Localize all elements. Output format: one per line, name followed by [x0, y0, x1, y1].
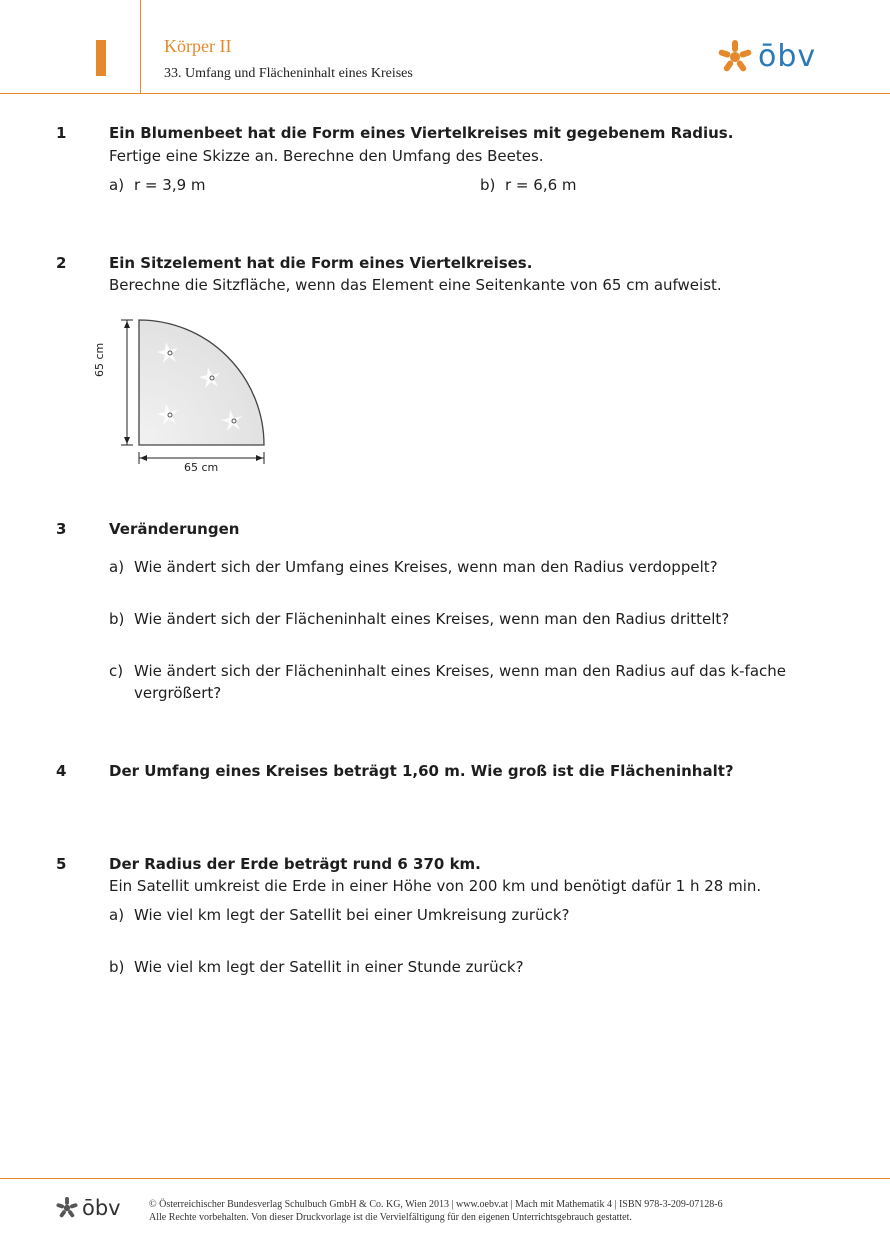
header-divider-horizontal — [0, 93, 890, 94]
task-text: Fertige eine Skizze an. Berechne den Umfang des Beetes. — [109, 147, 544, 165]
task-number: 2 — [56, 254, 67, 272]
part-label: a) — [109, 906, 125, 924]
arrow-down-icon — [124, 437, 130, 444]
part-text: Wie ändert sich der Flächeninhalt eines Kreises, wenn man den Radius drittelt? — [134, 610, 730, 628]
star-logo-icon — [718, 40, 752, 74]
arrow-right-icon — [256, 455, 263, 461]
part-label: b) — [109, 610, 125, 628]
part-text: r = 6,6 m — [505, 176, 577, 194]
footer-divider — [0, 1178, 890, 1179]
header-divider-vertical — [140, 0, 141, 94]
arrow-left-icon — [140, 455, 147, 461]
part-text: r = 3,9 m — [134, 176, 206, 194]
vertical-dimension-label: 65 cm — [93, 342, 106, 377]
part-label: a) — [109, 176, 125, 194]
chapter-marker — [96, 40, 106, 76]
task-heading: Ein Sitzelement hat die Form eines Viertelkreises. — [109, 254, 533, 272]
part-text: Wie viel km legt der Satellit in einer Stunde zurück? — [134, 958, 524, 976]
part-label: a) — [109, 558, 125, 576]
footer-copyright: © Österreichischer Bundesverlag Schulbuch GmbH & Co. KG, Wien 2013 | www.oebv.at | Mach mit Mathematik 4 | ISBN 978-3-209-07128-6 — [149, 1199, 723, 1210]
task-number: 1 — [56, 124, 67, 142]
task-text: Berechne die Sitzfläche, wenn das Element eine Seitenkante von 65 cm aufweist. — [109, 276, 722, 294]
task-heading: Der Umfang eines Kreises beträgt 1,60 m. Wie groß ist die Flächeninhalt? — [109, 762, 734, 780]
obv-logo — [718, 40, 816, 74]
task-heading: Der Radius der Erde beträgt rund 6 370 km. — [109, 855, 481, 873]
task-text: Ein Satellit umkreist die Erde in einer Höhe von 200 km und benötigt dafür 1 h 28 min. — [109, 877, 762, 895]
part-text: Wie ändert sich der Umfang eines Kreises, wenn man den Radius verdoppelt? — [134, 558, 718, 576]
chapter-title: Körper II — [164, 36, 232, 56]
task-number: 3 — [56, 520, 67, 538]
star-logo-icon — [56, 1197, 78, 1219]
footer-logo — [56, 1197, 121, 1219]
page-subtitle: 33. Umfang und Flächeninhalt eines Kreises — [164, 66, 413, 81]
part-text: Wie viel km legt der Satellit bei einer Umkreisung zurück? — [134, 906, 570, 924]
task-number: 5 — [56, 855, 67, 873]
vertical-dimension-line — [121, 320, 133, 445]
seat-shape — [139, 320, 264, 445]
footer-logo-wordmark: ōbv — [82, 1196, 121, 1220]
part-label: b) — [480, 176, 496, 194]
arrow-up-icon — [124, 321, 130, 328]
logo-wordmark: ōbv — [758, 39, 817, 74]
part-text-continuation: vergrößert? — [134, 684, 222, 702]
footer-rights: Alle Rechte vorbehalten. Von dieser Druckvorlage ist die Vervielfältigung für den eigenen Unterrichtsgebrauch gestattet. — [149, 1212, 632, 1223]
part-text: Wie ändert sich der Flächeninhalt eines Kreises, wenn man den Radius auf das k-fache — [134, 662, 787, 680]
horizontal-dimension-label: 65 cm — [184, 461, 219, 474]
part-label: c) — [109, 662, 124, 680]
task-heading: Ein Blumenbeet hat die Form eines Viertelkreises mit gegebenem Radius. — [109, 124, 734, 142]
task-heading: Veränderungen — [109, 520, 240, 538]
part-label: b) — [109, 958, 125, 976]
quarter-circle-seat-figure — [108, 312, 278, 477]
task-number: 4 — [56, 762, 67, 780]
